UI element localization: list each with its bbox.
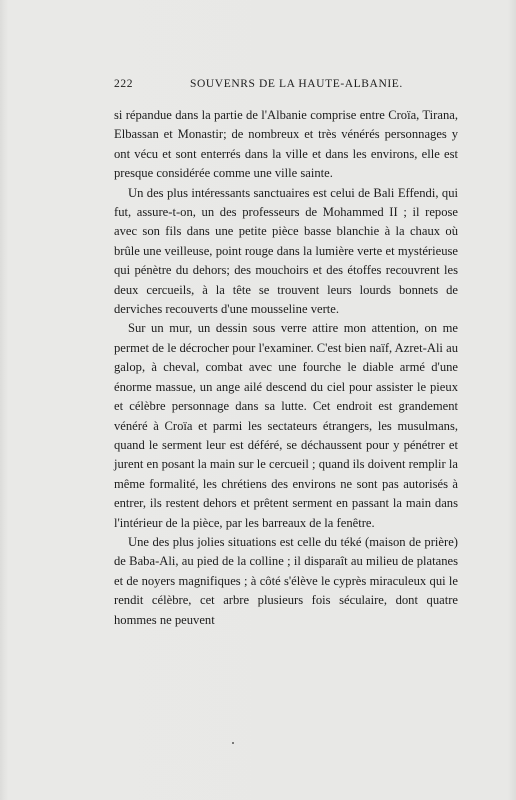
paragraph-2: Un des plus intéressants sanctuaires est celui de Bali Effendi, qui fut, assure-t-on, un des professeurs de Mohammed II ; il repose avec son fils dans une petite pièce basse blanchie à la chaux où brûle une veilleuse, point rouge dans la lumière verte et mystérieuse qui pénètre du dehors; des mouchoirs et des étoffes recouvrent les deux cercueils, à la tête se trouvent leurs lourds bonnets de derviches recouverts d'une mousseline verte. (114, 185, 458, 317)
paragraph-1: si répandue dans la partie de l'Albanie comprise entre Croïa, Tirana, Elbassan et Monastir; de nombreux et très vénérés personnages y ont vécu et sont enterrés dans la ville et dans les environs, elle est presque considérée comme une ville sainte. (114, 108, 458, 181)
page-header (114, 78, 464, 98)
page-number: 222 (114, 78, 134, 90)
running-title: SOUVENRS DE LA HAUTE-ALBANIE. (190, 78, 403, 90)
body-text (114, 106, 458, 630)
paragraph-4: Une des plus jolies situations est celle du téké (maison de prière) de Baba-Ali, au pied de la colline ; il disparaît au milieu de platanes et de noyers magnifiques ; à côté s'élève le cyprès miraculeux qui le rendit célèbre, cet arbre plusieurs fois séculaire, dont quatre hommes ne peuvent (114, 534, 458, 627)
paragraph-3: Sur un mur, un dessin sous verre attire mon attention, on me permet de le décrocher pour l'examiner. C'est bien naïf, Azret-Ali au galop, à cheval, combat avec une fourche le diable armé d'une énorme massue, un ange ailé descend du ciel pour assister le pieux et célèbre personnage dans sa lutte. Cet endroit est grandement vénéré à Croïa et parmi les sectateurs étrangers, les musulmans, quand le serment leur est déféré, se déchaussent pour y pénétrer et jurent en posant la main sur le cercueil ; quand ils doivent remplir la même formalité, les chrétiens des environs ne sont pas autorisés à entrer, ils restent dehors et prêtent serment en passant la main dans l'intérieur de la pièce, par les barreaux de la fenêtre. (114, 321, 458, 530)
paper-speck (232, 742, 234, 744)
